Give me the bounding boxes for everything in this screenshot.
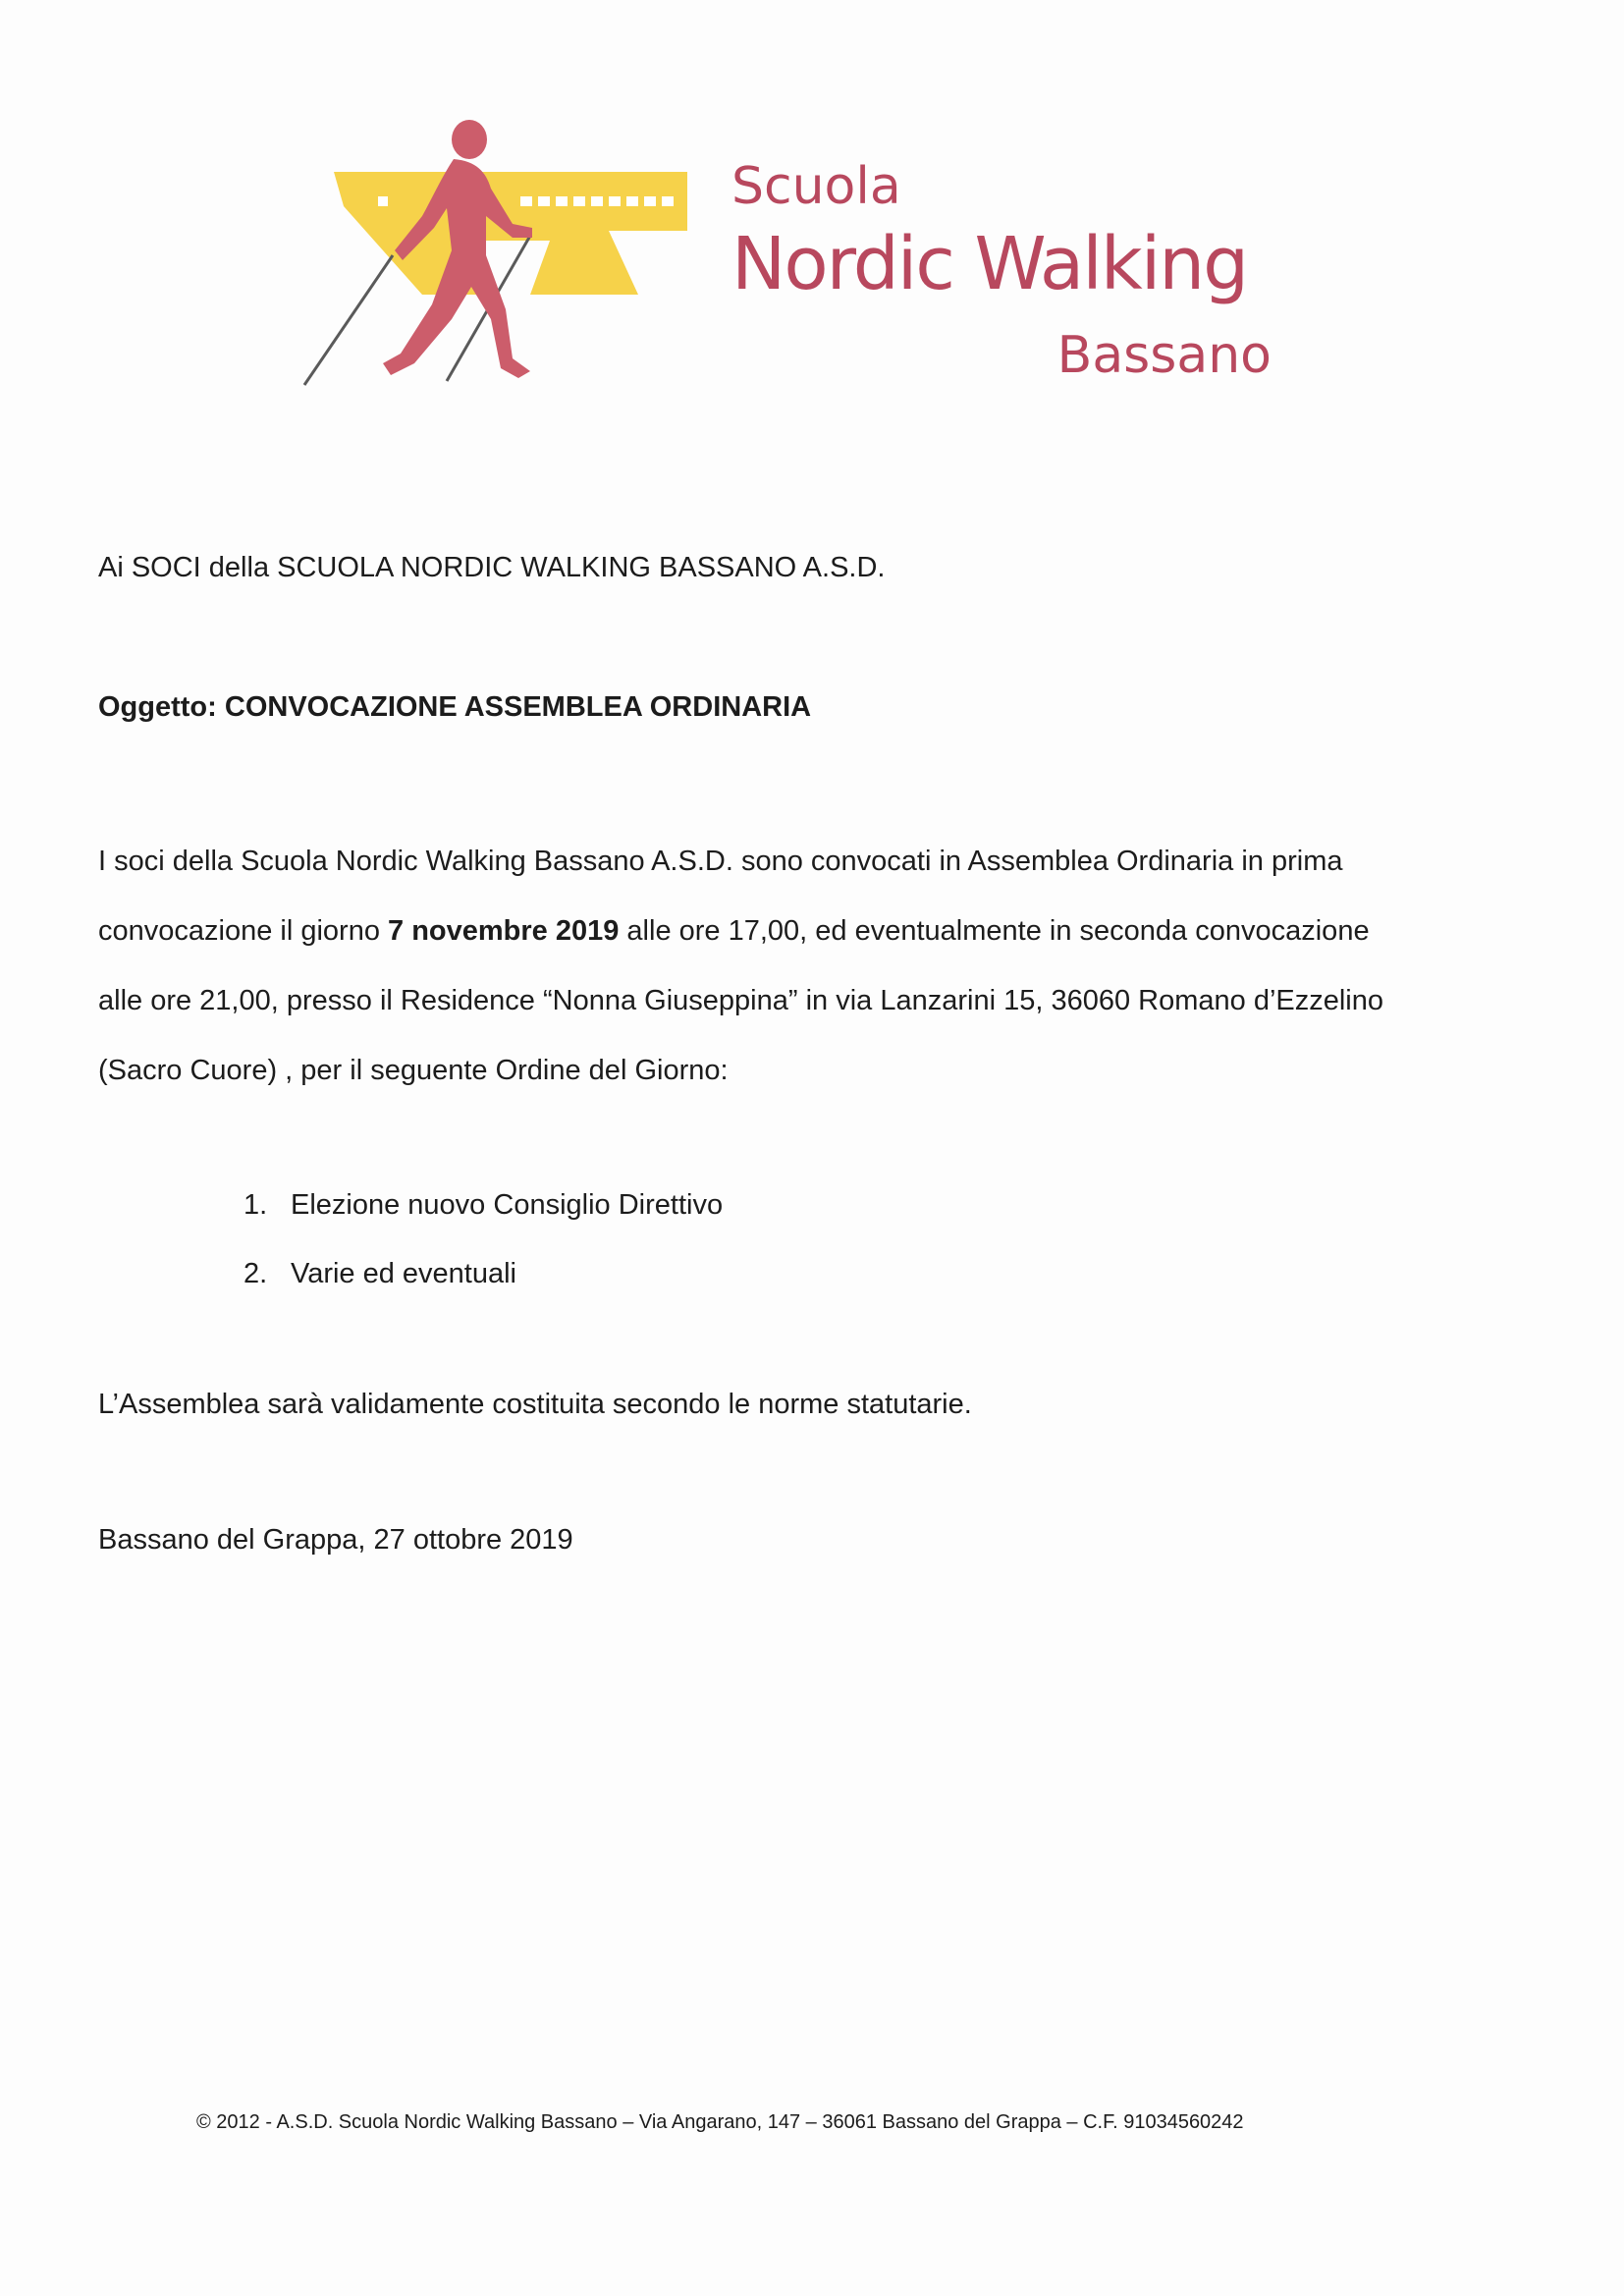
agenda-item-text: Elezione nuovo Consiglio Direttivo: [291, 1189, 724, 1221]
paragraph-line-2-start: convocazione il giorno: [98, 915, 389, 947]
agenda-item: [244, 1171, 723, 1239]
paragraph-line-4: (Sacro Cuore) , per il seguente Ordine del Giorno:: [98, 1055, 729, 1086]
agenda-item: [244, 1239, 723, 1308]
convocation-paragraph: [98, 827, 1492, 1106]
logo-text-bassano: Bassano: [1056, 326, 1272, 385]
subject-label: Oggetto:: [98, 691, 217, 723]
footer-copyright: © 2012 - A.S.D. Scuola Nordic Walking Bassano – Via Angarano, 147 – 36061 Bassano del Grappa – C.F. 91034560242: [196, 2111, 1244, 2133]
agenda-list: [244, 1171, 723, 1308]
paragraph-line-3: alle ore 21,00, presso il Residence “Nonna Giuseppina” in via Lanzarini 15, 36060 Romano d’Ezzelino: [98, 985, 1384, 1016]
paragraph-line-2-end: alle ore 17,00, ed eventualmente in seconda convocazione: [619, 915, 1370, 947]
subject-line: [98, 689, 811, 725]
school-logo: [285, 118, 1286, 412]
paragraph-line-2: [98, 897, 1492, 966]
subject-text: CONVOCAZIONE ASSEMBLEA ORDINARIA: [224, 691, 812, 723]
agenda-item-number: 1.: [244, 1189, 268, 1221]
logo-text-nordic-walking: Nordic Walking: [731, 222, 1248, 306]
logo-text: [731, 157, 1281, 412]
meeting-date: 7 novembre 2019: [388, 915, 620, 947]
date-place-line: Bassano del Grappa, 27 ottobre 2019: [98, 1524, 573, 1556]
agenda-item-text: Varie ed eventuali: [291, 1258, 517, 1289]
paragraph-line-1: I soci della Scuola Nordic Walking Bassano A.S.D. sono convocati in Assemblea Ordinaria in prima: [98, 846, 1343, 877]
recipient-line: Ai SOCI della SCUOLA NORDIC WALKING BASSANO A.S.D.: [98, 552, 886, 583]
agenda-item-number: 2.: [244, 1258, 268, 1289]
logo-text-scuola: Scuola: [731, 157, 901, 216]
validity-statement: L’Assemblea sarà validamente costituita secondo le norme statutarie.: [98, 1389, 972, 1420]
nordic-walker-logo-icon: [285, 118, 697, 412]
